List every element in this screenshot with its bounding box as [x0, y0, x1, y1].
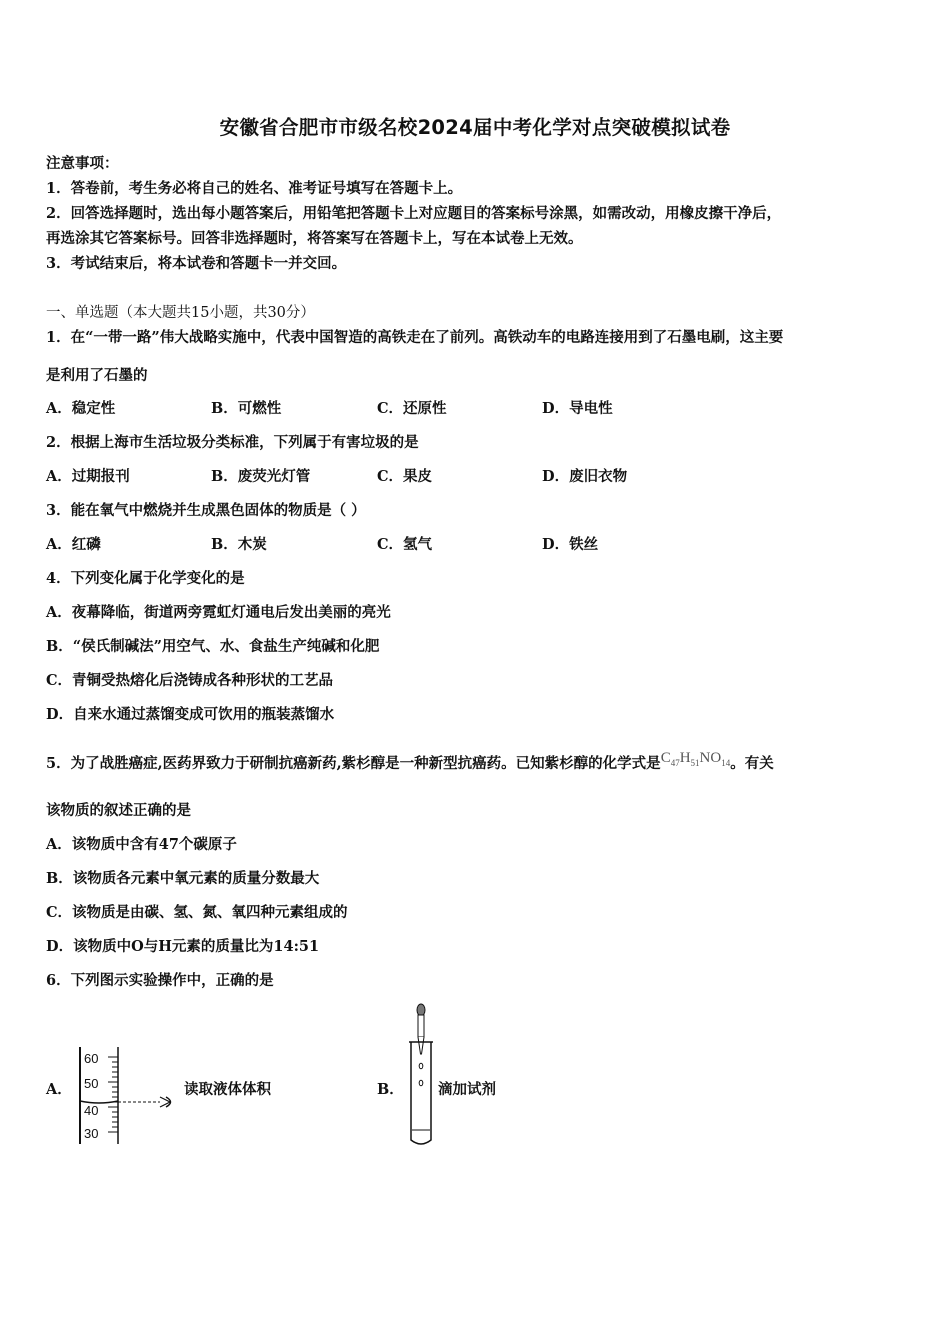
question-3-stem: 3．能在氧气中燃烧并生成黑色固体的物质是（ ）	[46, 502, 366, 519]
drop	[419, 1063, 423, 1069]
figure-b-letter[interactable]: B．	[377, 1081, 404, 1098]
figure-a-caption: 读取液体体积	[184, 1081, 271, 1098]
figure-a-letter[interactable]: A．	[46, 1081, 72, 1098]
section-heading: 一、单选题（本大题共15小题，共30分）	[46, 305, 315, 321]
chemical-formula	[661, 750, 731, 766]
meniscus	[80, 1101, 118, 1103]
formula-o-count: 14	[721, 758, 731, 768]
option-b[interactable]: B．木炭	[211, 536, 267, 553]
scale-ticks	[108, 1057, 118, 1132]
question-2-stem: 2．根据上海市生活垃圾分类标准，下列属于有害垃圾的是	[46, 434, 419, 451]
option-c[interactable]: C．还原性	[377, 400, 447, 417]
tick-label-40: 40	[84, 1103, 99, 1118]
option-d[interactable]: D．导电性	[542, 400, 613, 417]
figure-b-caption: 滴加试剂	[438, 1081, 496, 1098]
notice-item: 3．考试结束后，将本试卷和答题卡一并交回。	[46, 255, 347, 272]
page-title: 安徽省合肥市市级名校2024届中考化学对点突破模拟试卷	[219, 116, 731, 139]
option-a[interactable]: A．稳定性	[46, 400, 116, 417]
option-a[interactable]: A．夜幕降临，街道两旁霓虹灯通电后发出美丽的亮光	[46, 604, 391, 621]
notice-item: 1．答卷前，考生务必将自己的姓名、准考证号填写在答题卡上。	[46, 180, 463, 197]
dropper-body	[418, 1015, 424, 1037]
tick-label-60: 60	[84, 1051, 99, 1066]
dropper-tip	[418, 1037, 424, 1054]
question-5-stem-text: 5．为了战胜癌症,医药界致力于研制抗癌新药,紫杉醇是一种新型抗癌药。已知紫杉醇的化学式是	[46, 755, 661, 772]
formula-c: C	[660, 750, 671, 766]
test-tube	[411, 1042, 431, 1144]
question-5-stem-cont: 该物质的叙述正确的是	[46, 802, 191, 819]
formula-h-count: 51	[690, 758, 700, 768]
question-4-stem: 4．下列变化属于化学变化的是	[46, 570, 245, 587]
notice-item: 2．回答选择题时，选出每小题答案后，用铅笔把答题卡上对应题目的答案标号涂黑，如需改动，用橡皮擦干净后，	[46, 205, 782, 222]
option-d[interactable]: D．废旧衣物	[542, 468, 628, 485]
option-b[interactable]: B．可燃性	[211, 400, 282, 417]
dropper-test-tube-figure	[405, 1002, 437, 1150]
option-c[interactable]: C．青铜受热熔化后浇铸成各种形状的工艺品	[46, 672, 334, 689]
drop	[419, 1080, 423, 1086]
option-d[interactable]: D．该物质中O与H元素的质量比为14:51	[46, 938, 320, 955]
option-d[interactable]: D．铁丝	[542, 536, 599, 553]
option-a[interactable]: A．红磷	[46, 536, 101, 553]
graduated-cylinder-figure	[74, 1045, 184, 1150]
notice-heading: 注意事项：	[46, 155, 119, 172]
formula-no: NO	[699, 750, 722, 766]
question-5-stem	[46, 750, 774, 773]
option-c[interactable]: C．氢气	[377, 536, 433, 553]
formula-h: H	[679, 750, 691, 766]
option-a[interactable]: A．过期报刊	[46, 468, 130, 485]
dropper-bulb	[417, 1004, 425, 1016]
question-1-stem-cont: 是利用了石墨的	[46, 367, 148, 384]
option-b[interactable]: B．废荧光灯管	[211, 468, 311, 485]
tick-label-30: 30	[84, 1126, 99, 1141]
formula-c-count: 47	[670, 758, 680, 768]
option-d[interactable]: D．自来水通过蒸馏变成可饮用的瓶装蒸馏水	[46, 706, 335, 723]
question-6-stem: 6．下列图示实验操作中，正确的是	[46, 972, 274, 989]
option-c[interactable]: C．该物质是由碳、氢、氮、氧四种元素组成的	[46, 904, 348, 921]
option-c[interactable]: C．果皮	[377, 468, 433, 485]
option-b[interactable]: B．“侯氏制碱法”用空气、水、食盐生产纯碱和化肥	[46, 638, 380, 655]
option-a[interactable]: A．该物质中含有47个碳原子	[46, 836, 237, 853]
question-5-stem-tail: 。有关	[730, 755, 774, 772]
question-1-stem: 1．在“一带一路”伟大战略实施中，代表中国智造的高铁走在了前列。高铁动车的电路连接用到了石墨电刷，这主要	[46, 329, 784, 346]
notice-item: 再选涂其它答案标号。回答非选择题时，将答案写在答题卡上，写在本试卷上无效。	[46, 230, 583, 247]
option-b[interactable]: B．该物质各元素中氧元素的质量分数最大	[46, 870, 320, 887]
tick-label-50: 50	[84, 1076, 99, 1091]
